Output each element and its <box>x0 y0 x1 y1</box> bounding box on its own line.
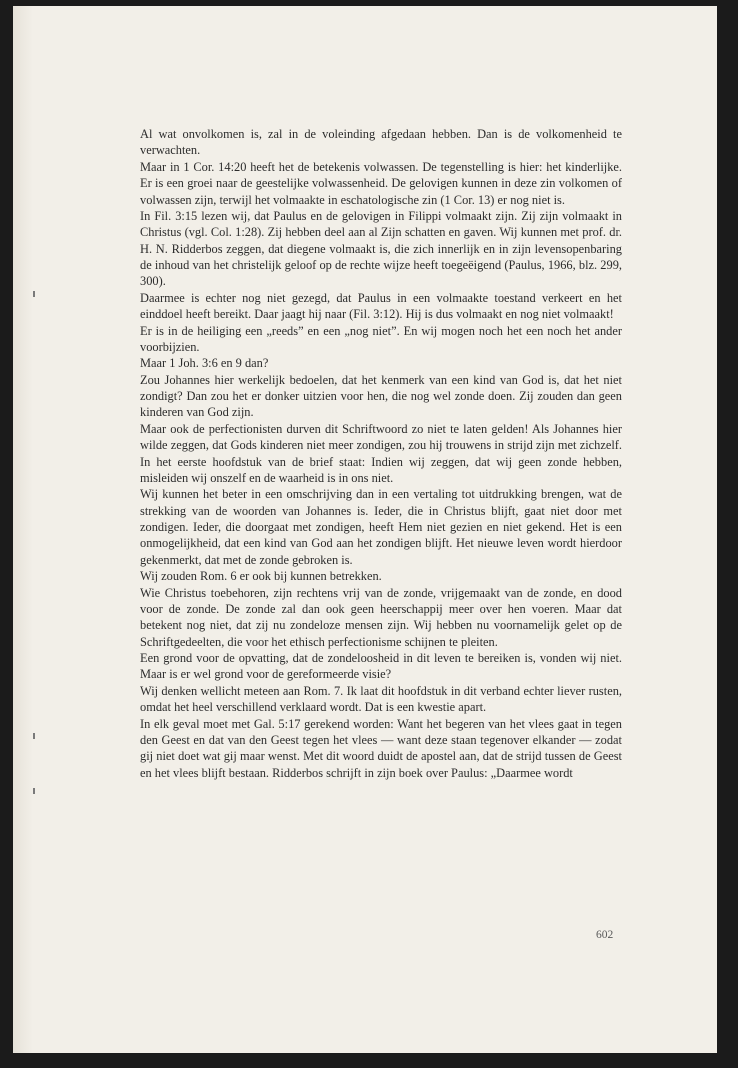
margin-mark <box>33 788 35 794</box>
paragraph: Maar in 1 Cor. 14:20 heeft het de betekenis volwassen. De tegenstelling is hier: het kinderlijke. Er is een groei naar de geestelijke volwassenheid. De gelovigen kunnen in deze zin volkomen of volwassen zijn, terwijl het volmaakte in eschatologische zin (1 Cor. 13) er nog niet is. <box>140 159 622 207</box>
paragraph: Wij zouden Rom. 6 er ook bij kunnen betrekken. <box>140 569 382 584</box>
paragraph: Wij denken wellicht meteen aan Rom. 7. Ik laat dit hoofdstuk in dit verband echter liever rusten, omdat het heel verschillend verklaard wordt. Dat is een kwestie apart. <box>140 683 622 715</box>
body-text <box>140 126 622 781</box>
paragraph: Daarmee is echter nog niet gezegd, dat Paulus in een volmaakte toestand verkeert en het einddoel heeft bereikt. Daar jaagt hij naar (Fil. 3:12). Hij is dus volmaakt en nog niet volmaakt! <box>140 290 622 322</box>
paragraph: In elk geval moet met Gal. 5:17 gerekend worden: Want het begeren van het vlees gaat in tegen den Geest en dat van den Geest tegen het vlees — want deze staan tegenover elkander — zodat gij niet doet wat gij maar wenst. Met dit woord duidt de apostel aan, dat de strijd tussen de Geest en het vlees blijft bestaan. Ridderbos schrijft in zijn boek over Paulus: „Daarmee wordt <box>140 716 622 780</box>
paragraph: Al wat onvolkomen is, zal in de voleinding afgedaan hebben. Dan is de volkomenheid te verwachten. <box>140 127 622 158</box>
paragraph: Er is in de heiliging een „reeds” en een „nog niet”. En wij mogen noch het een noch het ander voorbijzien. <box>140 323 622 354</box>
margin-mark <box>33 733 35 739</box>
page-number: 602 <box>596 929 614 941</box>
paragraph: In Fil. 3:15 lezen wij, dat Paulus en de gelovigen in Filippi volmaakt zijn. Zij zijn volmaakt in Christus (vgl. Col. 1:28). Zij hebben deel aan al Zijn schatten en gaven. Wij kunnen met prof. dr. H. N. Ridderbos zeggen, dat diegene volmaakt is, die zich innerlijk en in zijn levensopenbaring de inhoud van het christelijk geloof op de rechte wijze heeft toegeëigend (Paulus, 1966, blz. 299, 300). <box>140 208 622 289</box>
margin-mark <box>33 291 35 297</box>
paragraph: Wie Christus toebehoren, zijn rechtens vrij van de zonde, vrijgemaakt van de zonde, en dood voor de zonde. De zonde zal dan ook geen heerschappij meer over hen voeren. Maar dat betekent nog niet, dat zij nu zondeloze mensen zijn. Wij hebben nu voornamelijk gelet op de Schriftgedeelten, die voor het ethisch perfectionisme schijnen te pleiten. <box>140 585 622 649</box>
paragraph: Een grond voor de opvatting, dat de zondeloosheid in dit leven te bereiken is, vonden wij niet. Maar is er wel grond voor de gereformeerde visie? <box>140 651 622 682</box>
book-page <box>13 6 717 1053</box>
paragraph: Wij kunnen het beter in een omschrijving dan in een vertaling tot uitdrukking brengen, wat de strekking van de woorden van Johannes is. Ieder, die in Christus blijft, gaat niet door met zondigen. Ieder, die doorgaat met zondigen, heeft Hem niet gezien en niet gekend. Het is een onmogelijkheid, dat een kind van God aan het zondigen blijft. Het nieuwe leven wordt hierdoor gekenmerkt, dat met de zonde gebroken is. <box>140 487 622 567</box>
paragraph: Zou Johannes hier werkelijk bedoelen, dat het kenmerk van een kind van God is, dat het niet zondigt? Dan zou het er donker uitzien voor hen, die nog wel zonde doen. Zij zouden dan geen kinderen van God zijn. <box>140 372 622 420</box>
page-gutter <box>13 6 33 1053</box>
paragraph: Maar 1 Joh. 3:6 en 9 dan? <box>140 356 269 371</box>
paragraph: Maar ook de perfectionisten durven dit Schriftwoord zo niet te laten gelden! Als Johannes hier wilde zeggen, dat Gods kinderen niet meer zondigen, zou hij trouwens in strijd zijn met zichzelf. In het eerste hoofdstuk van de brief staat: Indien wij zeggen, dat wij geen zonde hebben, misleiden wij onszelf en de waarheid is in ons niet. <box>140 421 622 485</box>
